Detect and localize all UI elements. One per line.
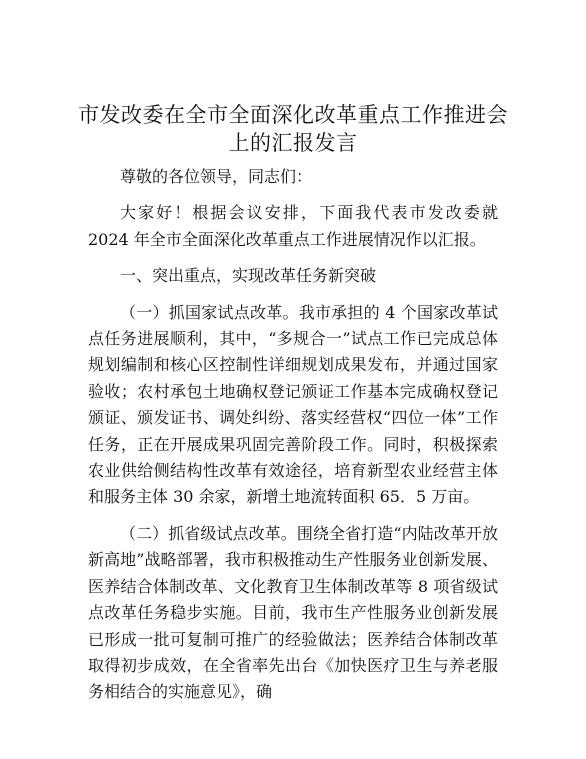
title-line-2: 上的汇报发言: [228, 131, 358, 155]
body-paragraph-national-pilot: （一）抓国家试点改革。我市承担的 4 个国家改革试点任务进展顺利，其中，“多规合一”试点工作已完成总体规划编制和核心区控制性详细规划成果发布，并通过国家验收；农村承包土地确权登记颁证工作基本完成确权登记颁证、颁发证书、调处纠纷、落实经营权“四位一体”工作任务，正在开展成果巩固完善阶段工作。同时，积极探索农业供给侧结构性改革有效途径，培育新型农业经营主体和服务主体 30 余家，新增土地流转面积 65．5 万亩。: [88, 302, 498, 507]
title-line-1: 市发改委在全市全面深化改革重点工作推进会: [78, 103, 508, 127]
document-body: [88, 164, 498, 706]
section-heading: 一、突出重点，实现改革任务新突破: [120, 266, 377, 286]
body-paragraph-provincial-pilot: （二）抓省级试点改革。围绕全省打造“内陆改革开放新高地”战略部署，我市积极推动生产性服务业创新发展、医养结合体制改革、文化教育卫生体制改革等 8 项省级试点改革任务稳步实施。目前，我市生产性服务业创新发展已形成一批可复制可推广的经验做法；医养结合体制改革取得初步成效，在全省率先出台《加快医疗卫生与养老服务相结合的实施意见》，确: [88, 523, 498, 702]
document-title: [70, 101, 516, 157]
opening-paragraph: 大家好！根据会议安排，下面我代表市发改委就 2024 年全市全面深化改革重点工作进展情况作以汇报。: [88, 203, 498, 249]
salutation-paragraph: 尊敬的各位领导，同志们：: [120, 167, 313, 186]
